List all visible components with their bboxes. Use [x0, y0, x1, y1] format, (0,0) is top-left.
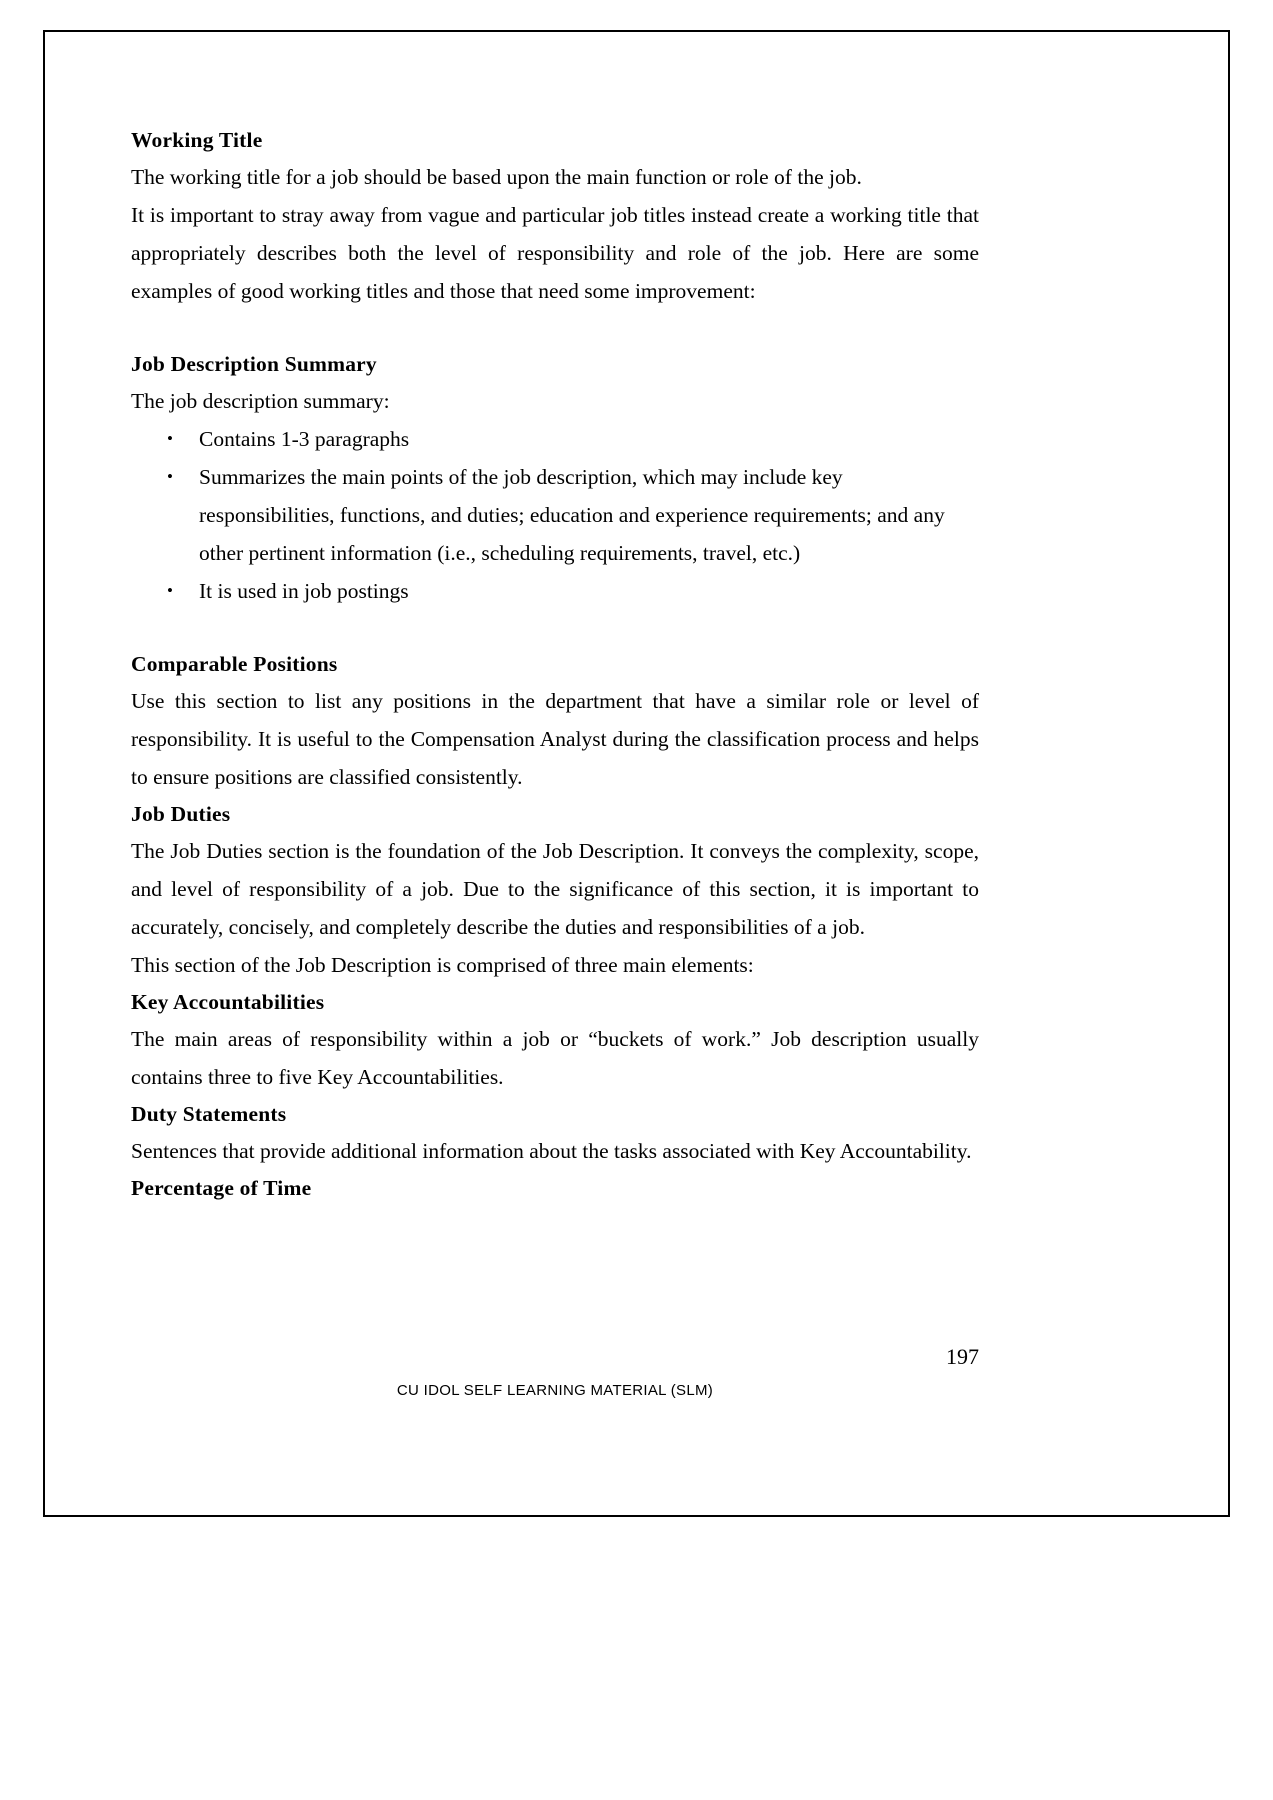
footer-note: CU IDOL SELF LEARNING MATERIAL (SLM) [396, 1382, 714, 1399]
paragraph-working-title-1: The working title for a job should be based upon the main function or role of the job. [131, 165, 862, 189]
paragraph-job-duties-1: The Job Duties section is the foundation of the Job Description. It conveys the complexity, scope, and level of responsibility of a job. Due to the significance of this section, it is important to accurately, concisely, and completely describe the duties and responsibilities of a job. [131, 839, 979, 939]
paragraph-key-accountabilities: The main areas of responsibility within a job or “buckets of work.” Job description usually contains three to five Key Accountabilities. [131, 1027, 979, 1089]
paragraph-working-title-2: It is important to stray away from vague and particular job titles instead create a working title that appropriately describes both the level of responsibility and role of the job. Here are some examples of good working titles and those that need some improvement: [131, 203, 979, 303]
list-item-label: Contains 1-3 paragraphs [199, 427, 410, 451]
heading-job-description-summary: Job Description Summary [131, 352, 377, 376]
spacer [131, 610, 979, 646]
heading-job-duties: Job Duties [131, 802, 231, 826]
heading-comparable-positions: Comparable Positions [131, 652, 338, 676]
spacer [131, 310, 979, 346]
list-item-label: It is used in job postings [199, 579, 409, 603]
bullet-list-job-description-summary [131, 420, 979, 610]
bullet-icon: • [167, 467, 173, 486]
heading-key-accountabilities: Key Accountabilities [131, 990, 325, 1014]
page-content [131, 122, 979, 1399]
bullet-icon: • [167, 429, 173, 448]
list-item-label: Summarizes the main points of the job description, which may include key responsibilities, functions, and duties; education and experience requirements; and any other pertinent information (i.e., scheduling requirements, travel, etc.) [199, 465, 945, 565]
paragraph-job-duties-2: This section of the Job Description is comprised of three main elements: [131, 953, 754, 977]
paragraph-comparable-positions: Use this section to list any positions in the department that have a similar role or level of responsibility. It is useful to the Compensation Analyst during the classification process and helps to ensure positions are classified consistently. [131, 689, 979, 789]
heading-working-title: Working Title [131, 128, 263, 152]
bullet-icon: • [167, 581, 173, 600]
paragraph-job-description-summary-lead: The job description summary: [131, 389, 390, 413]
list-item [131, 572, 979, 610]
paragraph-duty-statements: Sentences that provide additional information about the tasks associated with Key Accountability. [131, 1139, 972, 1163]
list-item [131, 420, 979, 458]
heading-percentage-of-time: Percentage of Time [131, 1176, 312, 1200]
page-number: 197 [946, 1344, 979, 1369]
heading-duty-statements: Duty Statements [131, 1102, 287, 1126]
list-item [131, 458, 979, 572]
